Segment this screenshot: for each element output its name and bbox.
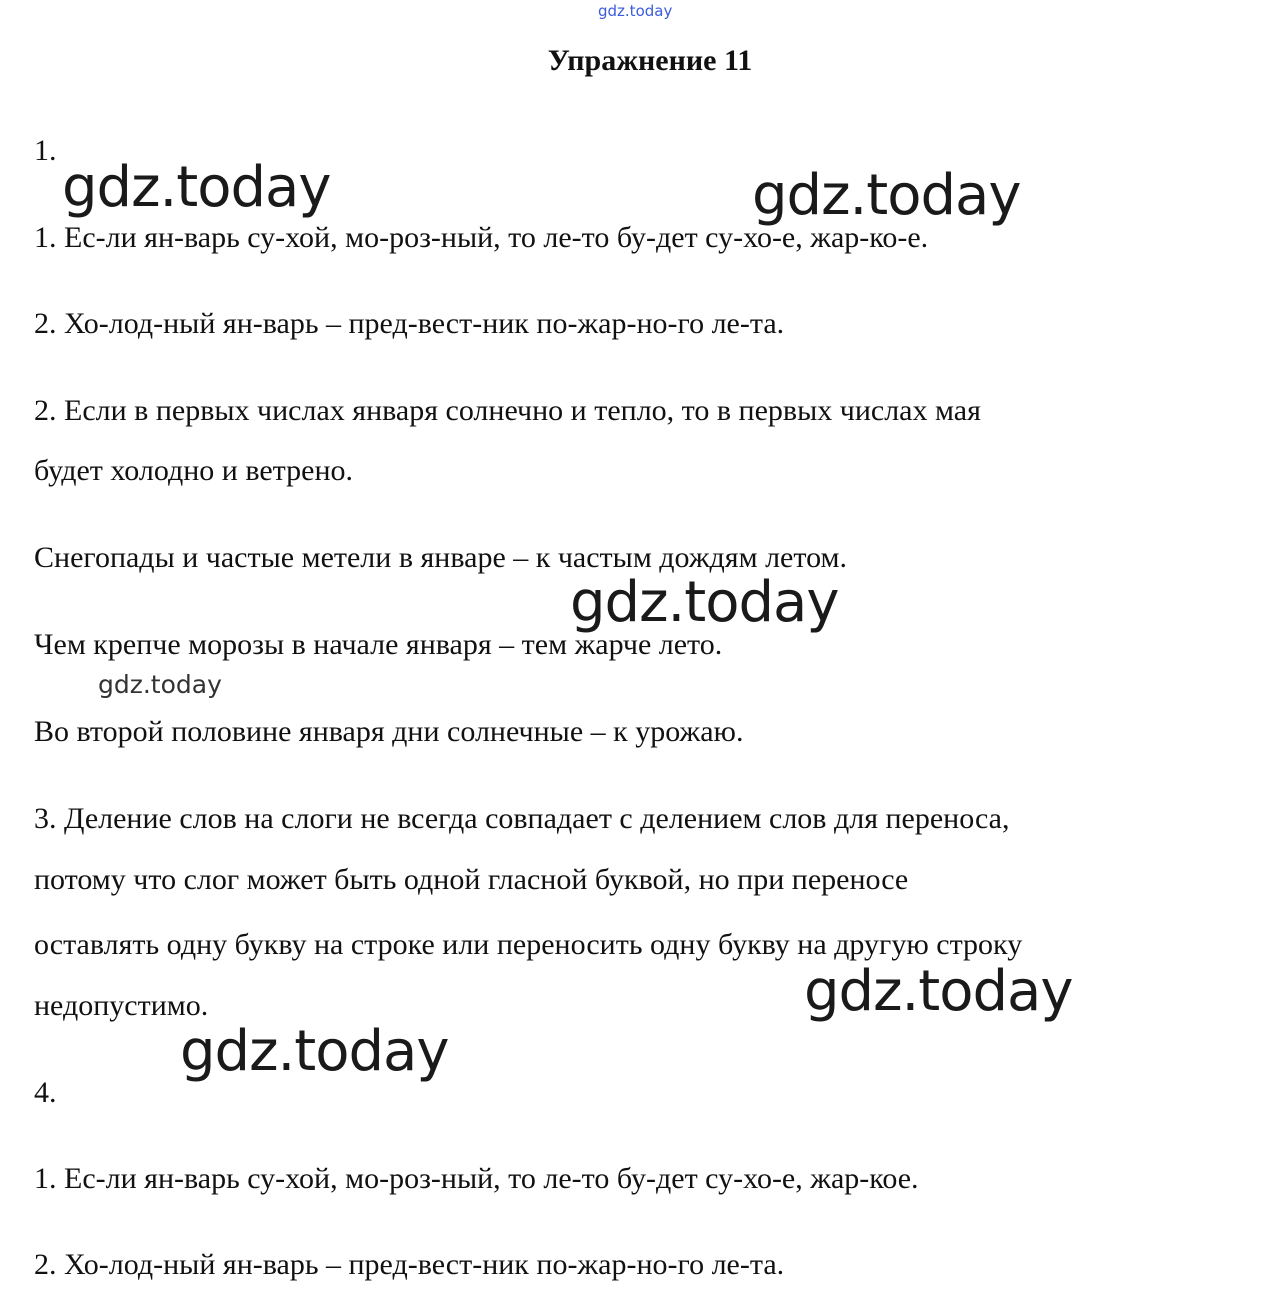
watermark: gdz.today bbox=[62, 155, 331, 220]
section-3-line-4: недопустимо. bbox=[34, 989, 209, 1022]
watermark: gdz.today bbox=[180, 1019, 449, 1084]
watermark: gdz.today bbox=[804, 959, 1073, 1024]
section-1-number: 1. bbox=[34, 134, 57, 167]
section-4-item-2: 2. Хо-лод-ный ян-варь – пред-вест-ник по-жар-но-го ле-та. bbox=[34, 1248, 785, 1281]
section-2-line-4: Чем крепче морозы в начале января – тем жарче лето. bbox=[34, 628, 723, 661]
section-3-line-3: оставлять одну букву на строке или переносить одну букву на другую строку bbox=[34, 928, 1023, 961]
watermark: gdz.today bbox=[752, 163, 1021, 228]
section-3-line-2: потому что слог может быть одной гласной буквой, но при переносе bbox=[34, 863, 909, 896]
exercise-title: Упражнение 11 bbox=[547, 44, 753, 77]
section-4-number: 4. bbox=[34, 1076, 57, 1109]
section-2-line-5: Во второй половине января дни солнечные – к урожаю. bbox=[34, 715, 744, 748]
section-2-line-3: Снегопады и частые метели в январе – к частым дождям летом. bbox=[34, 541, 848, 574]
section-2-line-1: 2. Если в первых числах января солнечно и тепло, то в первых числах мая bbox=[34, 394, 981, 427]
watermark: gdz.today bbox=[98, 670, 222, 699]
section-3-line-1: 3. Деление слов на слоги не всегда совпадает с делением слов для переноса, bbox=[34, 802, 1010, 835]
watermark: gdz.today bbox=[570, 570, 839, 635]
section-1-item-1: 1. Ес-ли ян-варь су-хой, мо-роз-ный, то ле-то бу-дет су-хо-е, жар-ко-е. bbox=[34, 221, 929, 254]
section-1-item-2: 2. Хо-лод-ный ян-варь – пред-вест-ник по-жар-но-го ле-та. bbox=[34, 307, 785, 340]
section-4-item-1: 1. Ес-ли ян-варь су-хой, мо-роз-ный, то ле-то бу-дет су-хо-е, жар-кое. bbox=[34, 1162, 919, 1195]
site-link[interactable]: gdz.today bbox=[598, 2, 673, 20]
section-2-line-2: будет холодно и ветрено. bbox=[34, 454, 354, 487]
